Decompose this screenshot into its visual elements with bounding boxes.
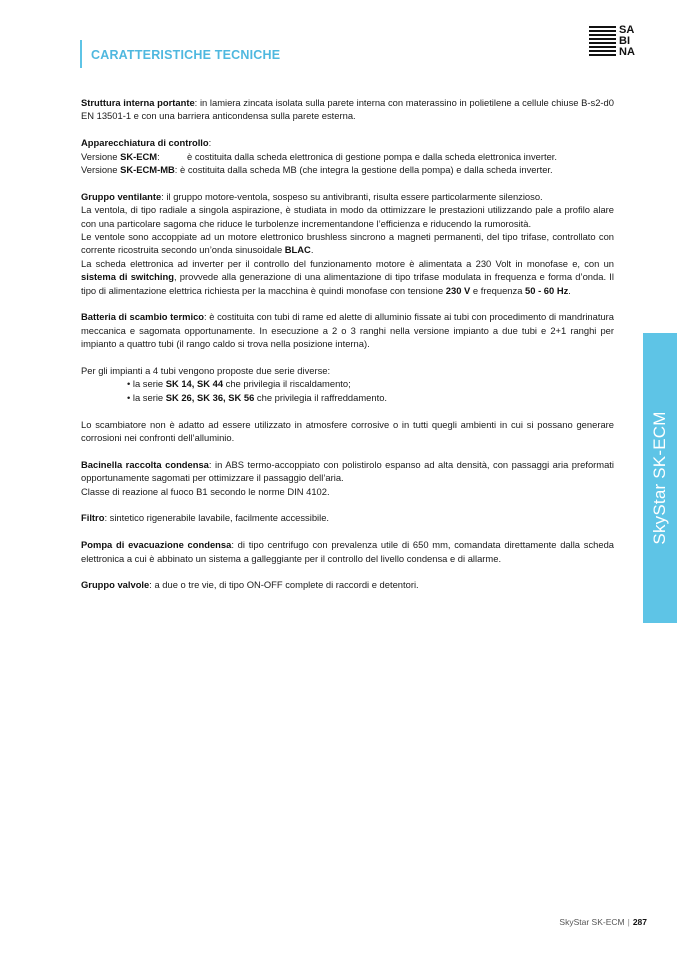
logo-stripes — [589, 26, 616, 60]
section-label: Gruppo valvole — [81, 579, 150, 591]
page-title: CARATTERISTICHE TECNICHE — [91, 48, 281, 62]
section-apparecchiatura: Apparecchiatura di controllo: Versione SK-ECM: è costituita dalla scheda elettronica di gestione pompa e dalla scheda elettronica inverter. Versione SK-ECM-MB: è costituita dalla scheda MB (che integra la gestione della pompa) e dalla scheda inverter. — [81, 136, 614, 176]
section-label: Struttura interna portante — [81, 97, 195, 108]
section-batteria: Batteria di scambio termico: è costituita con tubi di rame ed alette di alluminio fissate ai tubi con procedimento di mandrinatura meccanica e sagomata opportunamente. In esecuzione a 2 o 3 ranghi nella versione impianto a due tubi e 2+1 ranghi per impianto a quattro tubi (il rango caldo si trova nella posizione interna). — [81, 311, 614, 350]
header-accent-bar — [80, 40, 82, 68]
section-label: Batteria di scambio termico — [81, 311, 205, 323]
list-item: • la serie SK 26, SK 36, SK 56 che privilegia il raffreddamento. — [127, 391, 614, 404]
section-scambiatore: Lo scambiatore non è adatto ad essere utilizzato in atmosfere corrosive o in tutti quegli ambienti in cui si possano generare corrosioni nei confronti dell’alluminio. — [81, 418, 614, 444]
spec-content — [81, 96, 614, 605]
version-row-sk-ecm-mb: Versione SK-ECM-MB: è costituita dalla scheda MB (che integra la gestione della pompa) e dalla scheda inverter. — [81, 164, 553, 176]
section-filtro: Filtro: sintetico rigenerabile lavabile, facilmente accessibile. — [81, 512, 330, 524]
brand-logo — [589, 26, 649, 62]
footer-separator: | — [627, 917, 630, 927]
version-row-sk-ecm: Versione SK-ECM: è costituita dalla scheda elettronica di gestione pompa e dalla scheda elettronica inverter. — [81, 150, 558, 162]
section-impianti-intro: Per gli impianti a 4 tubi vengono proposte due serie diverse: — [81, 365, 331, 377]
section-bacinella: Bacinella raccolta condensa: in ABS termo-accoppiato con polistirolo espanso ad alta densità, con passaggi aria preformati opportunamente sagomati per ottimizzare il passaggio dell’aria. Classe di reazione al fuoco B1 secondo le norme DIN 4102. — [81, 458, 614, 497]
section-label: Filtro — [81, 512, 105, 524]
side-tab — [643, 333, 677, 623]
page-footer — [559, 917, 647, 927]
list-item: • la serie SK 14, SK 44 che privilegia il riscaldamento; — [127, 377, 614, 390]
series-list — [127, 377, 614, 404]
section-label: Apparecchiatura di controllo — [81, 137, 209, 149]
section-gruppo-ventilante: Gruppo ventilante: il gruppo motore-ventola, sospeso su antivibranti, risulta essere particolarmente silenzioso. La ventola, di tipo radiale a singola aspirazione, è studiata in modo da ottimizzare le prestazioni utilizzando pale a profilo alare con una particolare sagoma che riduce le turbolenze incrementandone l’efficienza e riducendo la rumorosità. Le ventole sono accoppiate ad un motore elettronico brushless sincrono a magneti permanenti, del tipo trifase, controllato con corrente ricostruita secondo un’onda sinusoidale BLAC. La scheda elettronica ad inverter per il controllo del funzionamento motore è alimentata a 230 Volt in monofase e, con un sistema di switching, provvede alla generazione di una alimentazione di tipo trifase modulata in frequenza e forma d’onda. Il tipo di alimentazione elettrica richiesta per la macchina è quindi monofase con tensione 230 V e frequenza 50 - 60 Hz. — [81, 190, 614, 296]
page-number: 287 — [632, 917, 647, 927]
side-tab-label: SkyStar SK-ECM — [650, 411, 669, 545]
section-struttura — [81, 96, 614, 123]
section-text: : in lamiera zincata isolata sulla parete interna con materassino in polietilene a cellule chiuse B-s2-d0 EN 13501-1 e con una barriera anticondensa sulla parete esterna. — [81, 97, 614, 122]
section-label: Bacinella raccolta condensa — [81, 458, 209, 470]
logo-letters: SA BI NA — [619, 24, 635, 58]
section-pompa: Pompa di evacuazione condensa: di tipo centrifugo con prevalenza utile di 650 mm, comandata direttamente dalla scheda elettronica a cui è abbinato un sistema a galleggiante per il controllo del livello condensa e di allarme. — [81, 539, 614, 564]
section-label: Pompa di evacuazione condensa — [81, 539, 232, 551]
footer-product: SkyStar SK-ECM — [559, 917, 625, 927]
section-label: Gruppo ventilante — [81, 190, 162, 202]
section-valvole: Gruppo valvole: a due o tre vie, di tipo ON-OFF complete di raccordi e detentori. — [81, 579, 419, 591]
